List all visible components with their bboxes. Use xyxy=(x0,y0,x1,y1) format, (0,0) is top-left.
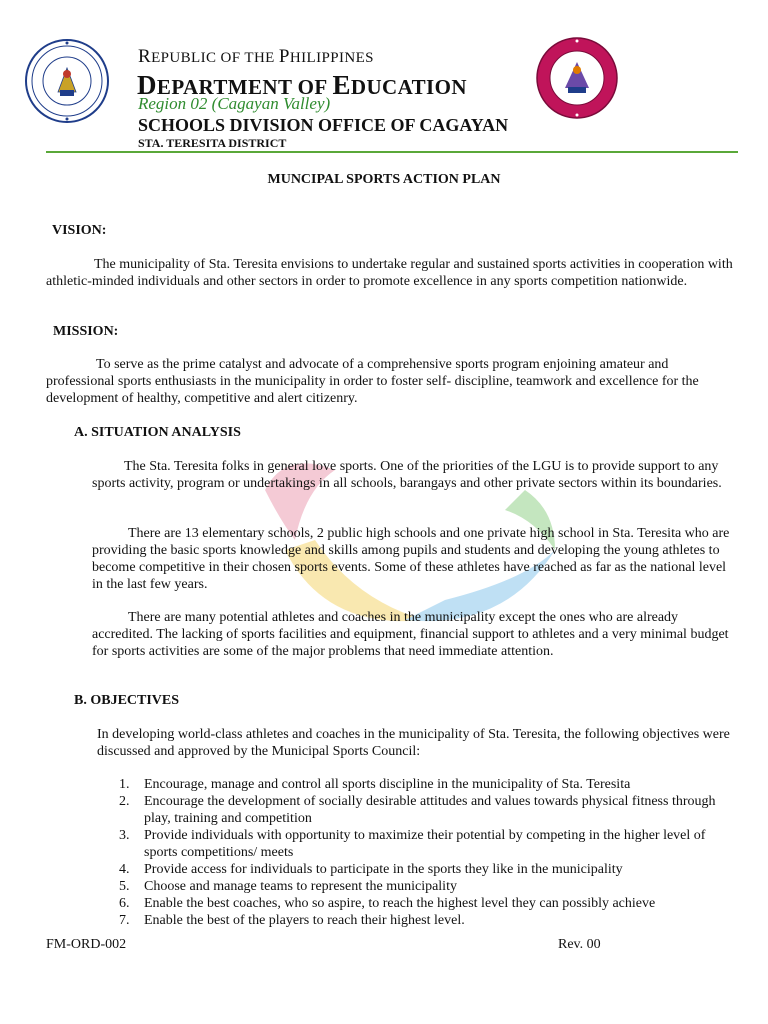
situation-text-2: There are 13 elementary schools, 2 public high schools and one private high school in Sta. Teresita who are providing the basic sports knowledge and skills among pupils and students and developing the young athletes to become competitive in their chosen sports events. Some of these athletes have reached as far as the national level in the last few years. xyxy=(92,526,730,592)
form-code: FM-ORD-002 xyxy=(46,937,127,952)
republic-heading: REPUBLIC OF THE PHILIPPINES xyxy=(138,46,374,67)
department-heading: DEPARTMENT OF EDUCATION xyxy=(137,70,467,100)
objectives-heading: B. OBJECTIVES xyxy=(74,693,180,708)
objectives-intro xyxy=(97,726,732,760)
deped-seal-logo xyxy=(24,38,110,124)
revision-label: Rev. 00 xyxy=(558,937,601,952)
situation-text-3: There are many potential athletes and coaches in the municipality except the ones who are already accredited. The lacking of sports facilities and equipment, financial support to athletes and a very minimal budget for sports activities are some of the major problems that need immediate attention. xyxy=(92,610,729,659)
mission-paragraph xyxy=(46,356,736,407)
division-seal-logo xyxy=(535,36,619,120)
list-item: 7. Enable the best of the players to reach their highest level. xyxy=(119,913,465,928)
list-item: 5. Choose and manage teams to represent the municipality xyxy=(119,879,457,894)
situation-text-1: The Sta. Teresita folks in general love sports. One of the priorities of the LGU is to provide support to any sports activity, program or undertakings in all schools, barangays and other private sectors within its boundaries. xyxy=(92,459,722,491)
document-title: MUNCIPAL SPORTS ACTION PLAN xyxy=(267,172,501,187)
situation-paragraph-2 xyxy=(92,525,732,593)
list-item: 2. Encourage the development of socially desirable attitudes and values towards physical fitness through play, training and competition xyxy=(119,794,716,826)
mission-text: To serve as the prime catalyst and advocate of a comprehensive sports program enjoining amateur and professional sports enthusiasts in the municipality in order to foster self- discipline, teamwork and excellence for the development of healthy, competitive and alert citizenry. xyxy=(46,357,699,406)
division-office-heading: SCHOOLS DIVISION OFFICE OF CAGAYAN xyxy=(138,115,509,135)
vision-heading: VISION: xyxy=(52,223,107,238)
list-item: 3. Provide individuals with opportunity to maximize their potential by competing in the higher level of sports competitions/ meets xyxy=(119,828,706,860)
objectives-list xyxy=(119,776,734,929)
situation-heading: A. SITUATION ANALYSIS xyxy=(74,425,241,440)
list-item: 6. Enable the best coaches, who so aspire, to reach the highest level they can possibly achieve xyxy=(119,896,656,911)
mission-heading: MISSION: xyxy=(53,324,119,339)
region-heading: Region 02 (Cagayan Valley) xyxy=(138,94,331,113)
vision-text: The municipality of Sta. Teresita envisions to undertake regular and sustained sports activities in cooperation with athletic-minded individuals and other sectors in order to promote excellence in any sports competition nationwide. xyxy=(46,257,733,289)
objectives-intro-text: In developing world-class athletes and coaches in the municipality of Sta. Teresita, the following objectives were discussed and approved by the Municipal Sports Council: xyxy=(97,727,730,759)
header-divider xyxy=(46,151,738,153)
situation-paragraph-1 xyxy=(92,458,732,492)
district-heading: STA. TERESITA DISTRICT xyxy=(138,136,287,150)
situation-paragraph-3 xyxy=(92,609,732,660)
list-item: 1. Encourage, manage and control all sports discipline in the municipality of Sta. Teresita xyxy=(119,777,631,792)
list-item: 4. Provide access for individuals to participate in the sports they like in the municipality xyxy=(119,862,623,877)
vision-paragraph xyxy=(46,256,736,290)
